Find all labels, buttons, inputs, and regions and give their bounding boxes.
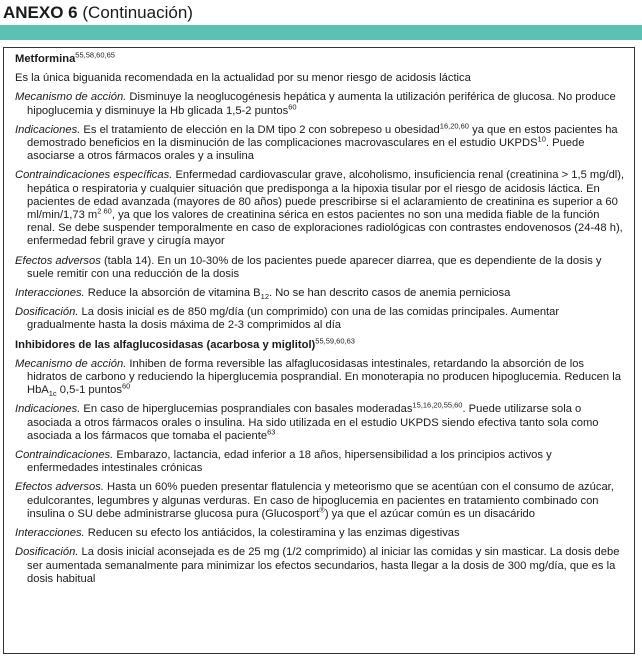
metformina-dosificacion: Dosificación. La dosis inicial es de 850 mg/día (un comprimido) con una de las comidas principales. Aumentar gradualmente hasta la dosis máxima de 2-3 comprimidos al día bbox=[15, 306, 560, 332]
metformina-indicaciones: Indicaciones. Es el tratamiento de elección en la DM tipo 2 con sobrepeso u obesidad$^{16,20,60}$ ya que en estos pacientes ha demostrado beneficios en la disminución de las complicaciones macrovasculares en el estudio UKPDS$^{10}$. Puede asociarse a otros fármacos orales y a insulina bbox=[15, 121, 618, 163]
content-area bbox=[15, 50, 625, 592]
header-band bbox=[0, 25, 642, 40]
alfa-contraindicaciones: Contraindicaciones. Embarazo, lactancia, edad inferior a 18 años, hipersensibilidad a los principios activos y enfermedades intestinales crónicas bbox=[15, 449, 552, 475]
metformina-interacciones: Interacciones. Reduce la absorción de vitamina $B_{12}$. No se han descrito casos de anemia perniciosa bbox=[15, 287, 511, 302]
metformina-mecanismo: Mecanismo de acción. Disminuye la neoglucogénesis hepática y aumenta la utilización periférica de glucosa. No produce hipoglucemia y disminuye la Hb glicada 1,5-2 puntos$^{60}$ bbox=[15, 91, 616, 117]
page-header bbox=[3, 3, 193, 23]
annex-continuation: (Continuación) bbox=[82, 3, 193, 22]
alfa-indicaciones: Indicaciones. En caso de hiperglucemias posprandiales con basales moderadas$^{15,16,20,55,60}$. Puede utilizarse sola o asociada a otros fármacos orales o insulina. Ha sido utilizada en el estudio UKPDS siendo efectiva tanto sola como asociada a los fármacos que tomaba el paciente$^{63}$ bbox=[15, 400, 599, 442]
metformina-efectos: Efectos adversos (tabla 14). En un 10-30% de los pacientes puede aparecer diarrea, que es dependiente de la dosis y suele remitir con una reducción de la dosis bbox=[15, 254, 602, 280]
section-title-metformina: Metformina$^{55,58,60,65}$ bbox=[15, 50, 115, 65]
alfa-efectos: Efectos adversos. Hasta un 60% pueden presentar flatulencia y meteorismo que se acentúan con el consumo de azúcar, edulcorantes, legumbres y algunas verduras. En caso de hipoglucemia en pacientes en tratamiento combinado con insulina o SU debe administrarse glucosa pura (Glucosport®) ya que el azúcar común es un disacárido bbox=[15, 481, 614, 520]
annex-label: ANEXO 6 bbox=[3, 3, 78, 22]
alfa-interacciones: Interacciones. Reducen su efecto los antiácidos, la colestiramina y las enzimas digestivas bbox=[15, 527, 460, 540]
metformina-contraindicaciones: Contraindicaciones específicas. Enfermedad cardiovascular grave, alcoholismo, insuficiencia renal (creatinina > 1,5 mg/dl), hepática o respiratoria y cualquier situación que predisponga a la hipoxia tisular por el riesgo de acidosis láctica. En pacientes de edad avanzada (mayores de 80 años) puede prescribirse si el aclaramiento de creatinina es superior a 60 ml/min/1,73 $m^{2 60}$, ya que los valores de creatinina sérica en estos pacientes no son una medida fiable de la función renal. Se debe suspender temporalmente en caso de exploraciones radiológicas con contrastes endovenosos (24-48 h), enfermedad febril grave y cirugía mayor bbox=[15, 169, 625, 248]
alfa-dosificacion: Dosificación. La dosis inicial aconsejada es de 25 mg (1/2 comprimido) al iniciar las comidas y sin masticar. La dosis debe ser aumentada semanalmente para minimizar los efectos secundarios, hasta llegar a la dosis de 300 mg/día, que es la dosis habitual bbox=[15, 546, 620, 585]
metformina-intro: Es la única biguanida recomendada en la actualidad por su menor riesgo de acidosis láctica bbox=[15, 72, 471, 85]
alfa-mecanismo: Mecanismo de acción. Inhiben de forma reversible las alfaglucosidasas intestinales, retardando la absorción de los hidratos de carbono y reduciendo la hiperglucemia posprandial. En monoterapia no producen hipoglucemia. Reducen la HbA$_{1c}$ 0,5-1 puntos$^{60}$ bbox=[15, 357, 621, 399]
section-title-alfaglucosidasas: Inhibidores de las alfaglucosidasas (acarbosa y miglitol)$^{55,59,60,63}$ bbox=[15, 335, 355, 351]
